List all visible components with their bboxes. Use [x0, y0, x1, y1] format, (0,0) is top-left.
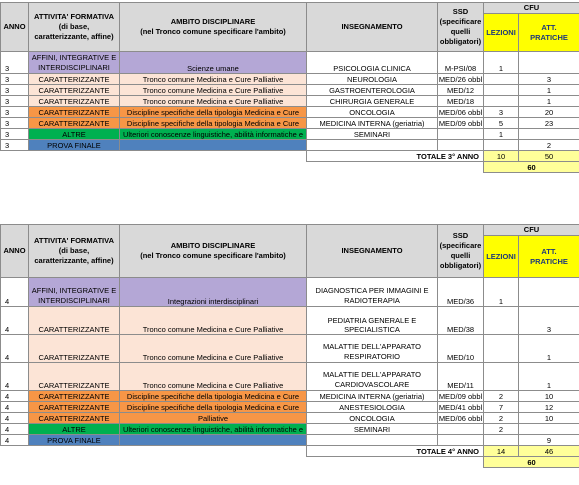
cell-pratiche: 10: [519, 391, 579, 402]
cell-insegnamento: ANESTESIOLOGIA: [307, 402, 438, 413]
cell-ambito: Tronco comune Medicina e Cure Palliative: [120, 74, 307, 85]
cell-anno: 4: [1, 424, 29, 435]
cell-insegnamento: [307, 140, 438, 151]
cell-pratiche: 3: [519, 74, 579, 85]
cell-lezioni: 2: [484, 424, 519, 435]
text-line: RADIOTERAPIA: [344, 296, 400, 305]
table-row: [1, 140, 579, 151]
cell-pratiche: 1: [519, 335, 579, 363]
cell-lezioni: 2: [484, 391, 519, 402]
cell-anno: 3: [1, 96, 29, 107]
text-line: INTERDISCIPLINARI: [38, 63, 110, 72]
cell-lezioni: 1: [484, 52, 519, 74]
cell-insegnamento: [307, 335, 438, 363]
table-row: [1, 96, 579, 107]
text-line: obbligatori): [439, 37, 482, 46]
cell-lezioni: [484, 85, 519, 96]
cell-pratiche: 1: [519, 363, 579, 391]
cell-attivita: CARATTERIZZANTE: [29, 118, 120, 129]
cell-anno: 3: [1, 107, 29, 118]
text-line: (specificare: [439, 17, 482, 26]
cell-insegnamento: CHIRURGIA GENERALE: [307, 96, 438, 107]
text-line: AFFINI, INTEGRATIVE E: [31, 286, 117, 295]
header-row: [1, 3, 579, 14]
cell-ssd: MED/06 obbl: [438, 414, 483, 423]
cell-lezioni: [484, 435, 519, 446]
text-line: quelli: [450, 27, 471, 36]
table-row: [1, 52, 579, 74]
text-line: (nel Tronco comune specificare l'ambito): [140, 27, 286, 36]
cell-pratiche: [519, 129, 579, 140]
sum-row: [1, 162, 579, 173]
cell-pratiche: 23: [519, 118, 579, 129]
header-ssd: [438, 225, 484, 278]
text-line: caratterizzante, affine): [34, 32, 114, 41]
cell-ssd: MED/12: [438, 85, 484, 96]
cell-ambito: Discipline specifiche della tipologia Medicina e Cure: [120, 402, 307, 413]
cell-attivita: CARATTERIZZANTE: [29, 307, 120, 335]
cell-ssd: MED/41 obbl: [438, 403, 483, 412]
header-insegnamento: INSEGNAMENTO: [307, 3, 438, 52]
text-line: ATTIVITA' FORMATIVA: [34, 12, 114, 21]
table-row: [1, 363, 579, 391]
cell-lezioni: [484, 96, 519, 107]
total-lezioni: 10: [484, 151, 519, 162]
cell-insegnamento: MEDICINA INTERNA (geriatria): [307, 118, 438, 129]
cell-lezioni: 3: [484, 107, 519, 118]
cell-attivita: CARATTERIZZANTE: [29, 74, 120, 85]
cell-lezioni: [484, 335, 519, 363]
table-row: [1, 391, 579, 402]
cell-pratiche: 10: [519, 413, 579, 424]
cell-ambito: Ulteriori conoscenze linguistiche, abilità informatiche e: [120, 424, 307, 435]
total-pratiche: 50: [519, 151, 579, 162]
cell-pratiche: 3: [519, 307, 579, 335]
cell-insegnamento: SEMINARI: [307, 424, 438, 435]
table-row: [1, 129, 579, 140]
total-row: [1, 446, 579, 457]
cell-ssd: [438, 140, 484, 151]
cell-anno: 4: [1, 363, 29, 391]
cell-ssd: MED/06 obbl: [438, 108, 483, 117]
text-line: (nel Tronco comune specificare l'ambito): [140, 251, 286, 260]
cell-ambito: Tronco comune Medicina e Cure Palliative: [120, 96, 307, 107]
cell-ssd: MED/11: [438, 363, 484, 391]
cell-pratiche: 9: [519, 435, 579, 446]
curriculum-table-year-3: [0, 2, 579, 173]
total-blank: [1, 446, 307, 457]
header-cfu: CFU: [484, 3, 579, 14]
cell-insegnamento: [307, 435, 438, 446]
cell-lezioni: 5: [484, 118, 519, 129]
text-line: SSD: [452, 231, 469, 240]
cell-insegnamento: ONCOLOGIA: [307, 413, 438, 424]
table-row: [1, 74, 579, 85]
table-row: [1, 402, 579, 413]
text-line: MALATTIE DELL'APPARATO: [323, 370, 421, 379]
text-line: AMBITO DISCIPLINARE: [170, 241, 256, 250]
cell-ssd: MED/10: [438, 335, 484, 363]
sum-blank: [1, 457, 484, 468]
text-line: RESPIRATORIO: [344, 352, 400, 361]
cell-ambito: Tronco comune Medicina e Cure Palliative: [120, 85, 307, 96]
cell-pratiche: 12: [519, 402, 579, 413]
cell-ambito: Scienze umane: [120, 52, 307, 74]
cell-anno: 3: [1, 74, 29, 85]
cell-attivita: CARATTERIZZANTE: [29, 335, 120, 363]
cell-pratiche: 2: [519, 140, 579, 151]
header-lezioni: LEZIONI: [484, 236, 519, 278]
cell-ambito: Ulteriori conoscenze linguistiche, abilità informatiche e: [120, 129, 307, 140]
cell-attivita: CARATTERIZZANTE: [29, 413, 120, 424]
header-ambito: [120, 225, 307, 278]
cell-attivita: ALTRE: [29, 129, 120, 140]
cell-insegnamento: [307, 363, 438, 391]
text-line: INTERDISCIPLINARI: [38, 296, 110, 305]
cell-ambito: Palliative: [120, 413, 307, 424]
cell-pratiche: 1: [519, 96, 579, 107]
text-line: (specificare: [439, 241, 482, 250]
cell-pratiche: 1: [519, 85, 579, 96]
cell-attivita: [29, 52, 120, 74]
cell-ssd: [438, 424, 484, 435]
text-line: caratterizzante, affine): [34, 256, 114, 265]
header-anno: ANNO: [1, 225, 29, 278]
cell-ambito: Discipline specifiche della tipologia Medicina e Cure: [120, 118, 307, 129]
cell-ssd: [438, 129, 484, 140]
cell-insegnamento: [307, 278, 438, 307]
text-line: (di base,: [58, 22, 90, 31]
header-pratiche: [519, 14, 579, 52]
text-line: obbligatori): [439, 261, 482, 270]
cell-attivita: CARATTERIZZANTE: [29, 391, 120, 402]
cell-lezioni: [484, 74, 519, 85]
total-label: TOTALE 3° ANNO: [307, 151, 484, 162]
cell-ssd: MED/09 obbl: [438, 392, 483, 401]
cell-ambito: Integrazioni interdisciplinari: [120, 278, 307, 307]
table-row: [1, 118, 579, 129]
table-row: [1, 85, 579, 96]
text-line: CARDIOVASCOLARE: [334, 380, 410, 389]
table-row: [1, 278, 579, 307]
cell-lezioni: 1: [484, 129, 519, 140]
cell-lezioni: [484, 363, 519, 391]
text-line: AFFINI, INTEGRATIVE E: [31, 53, 117, 62]
text-line: ATT.: [541, 22, 557, 32]
table-row: [1, 307, 579, 335]
cell-lezioni: 7: [484, 402, 519, 413]
total-lezioni: 14: [484, 446, 519, 457]
text-line: MALATTIE DELL'APPARATO: [323, 342, 421, 351]
cfu-sum: 60: [484, 457, 579, 468]
cell-attivita: CARATTERIZZANTE: [29, 363, 120, 391]
header-attivita: [29, 3, 120, 52]
sum-blank: [1, 162, 484, 173]
cell-ambito: [120, 140, 307, 151]
cell-insegnamento: ONCOLOGIA: [307, 107, 438, 118]
cell-ambito: Discipline specifiche della tipologia Medicina e Cure: [120, 391, 307, 402]
total-label: TOTALE 4° ANNO: [307, 446, 484, 457]
total-pratiche: 46: [519, 446, 579, 457]
cell-insegnamento: PSICOLOGIA CLINICA: [307, 52, 438, 74]
cell-attivita: [29, 278, 120, 307]
cell-insegnamento: PEDIATRIA GENERALE E SPECIALISTICA: [307, 307, 438, 335]
cell-anno: 4: [1, 278, 29, 307]
cell-anno: 4: [1, 435, 29, 446]
cell-attivita: PROVA FINALE: [29, 435, 120, 446]
cell-lezioni: 2: [484, 413, 519, 424]
cell-attivita: CARATTERIZZANTE: [29, 96, 120, 107]
cell-anno: 4: [1, 307, 29, 335]
text-line: ATT.: [541, 246, 557, 256]
cell-insegnamento: GASTROENTEROLOGIA: [307, 85, 438, 96]
header-pratiche: [519, 236, 579, 278]
cell-attivita: CARATTERIZZANTE: [29, 402, 120, 413]
header-ssd: [438, 3, 484, 52]
cell-anno: 3: [1, 85, 29, 96]
table-row: [1, 435, 579, 446]
cell-anno: 4: [1, 335, 29, 363]
cell-insegnamento: NEUROLOGIA: [307, 74, 438, 85]
cell-anno: 4: [1, 391, 29, 402]
cfu-sum: 60: [484, 162, 579, 173]
total-blank: [1, 151, 307, 162]
cell-pratiche: 20: [519, 107, 579, 118]
text-line: PRATICHE: [530, 256, 568, 266]
text-line: quelli: [450, 251, 471, 260]
header-anno: ANNO: [1, 3, 29, 52]
text-line: DIAGNOSTICA PER IMMAGINI E: [315, 286, 429, 295]
cell-attivita: CARATTERIZZANTE: [29, 107, 120, 118]
header-lezioni: LEZIONI: [484, 14, 519, 52]
header-attivita: [29, 225, 120, 278]
cell-ssd: [438, 435, 484, 446]
cell-ambito: Discipline specifiche della tipologia Medicina e Cure: [120, 107, 307, 118]
cell-ssd: MED/26 obbl: [438, 75, 483, 84]
cell-ambito: Tronco comune Medicina e Cure Palliative: [120, 363, 307, 391]
header-cfu: CFU: [484, 225, 579, 236]
text-line: AMBITO DISCIPLINARE: [170, 17, 256, 26]
table-row: [1, 107, 579, 118]
cell-attivita: CARATTERIZZANTE: [29, 85, 120, 96]
table-row: [1, 335, 579, 363]
cell-lezioni: 1: [484, 278, 519, 307]
cell-ambito: [120, 435, 307, 446]
cell-anno: 3: [1, 129, 29, 140]
curriculum-table-year-4: [0, 224, 579, 468]
cell-anno: 4: [1, 402, 29, 413]
cell-anno: 3: [1, 52, 29, 74]
cell-ssd: MED/18: [438, 96, 484, 107]
text-line: ATTIVITA' FORMATIVA: [34, 236, 114, 245]
cell-ambito: Tronco comune Medicina e Cure Palliative: [120, 307, 307, 335]
cell-insegnamento: SEMINARI: [307, 129, 438, 140]
cell-attivita: PROVA FINALE: [29, 140, 120, 151]
header-insegnamento: INSEGNAMENTO: [307, 225, 438, 278]
text-line: SSD: [452, 7, 469, 16]
cell-pratiche: [519, 52, 579, 74]
sum-row: [1, 457, 579, 468]
cell-anno: 4: [1, 413, 29, 424]
cell-attivita: ALTRE: [29, 424, 120, 435]
cell-anno: 3: [1, 118, 29, 129]
cell-pratiche: [519, 278, 579, 307]
cell-ssd: MED/38: [438, 307, 484, 335]
header-row: [1, 225, 579, 236]
table-row: [1, 413, 579, 424]
cell-ssd: MED/09 obbl: [438, 119, 483, 128]
cell-ssd: MED/36: [438, 278, 484, 307]
text-line: PRATICHE: [530, 32, 568, 42]
text-line: (di base,: [58, 246, 90, 255]
cell-ambito: Tronco comune Medicina e Cure Palliative: [120, 335, 307, 363]
cell-insegnamento: MEDICINA INTERNA (geriatria): [307, 391, 438, 402]
cell-pratiche: [519, 424, 579, 435]
table-row: [1, 424, 579, 435]
total-row: [1, 151, 579, 162]
cell-lezioni: [484, 307, 519, 335]
cell-ssd: M-PSI/08: [438, 52, 484, 74]
cell-lezioni: [484, 140, 519, 151]
cell-anno: 3: [1, 140, 29, 151]
header-ambito: [120, 3, 307, 52]
